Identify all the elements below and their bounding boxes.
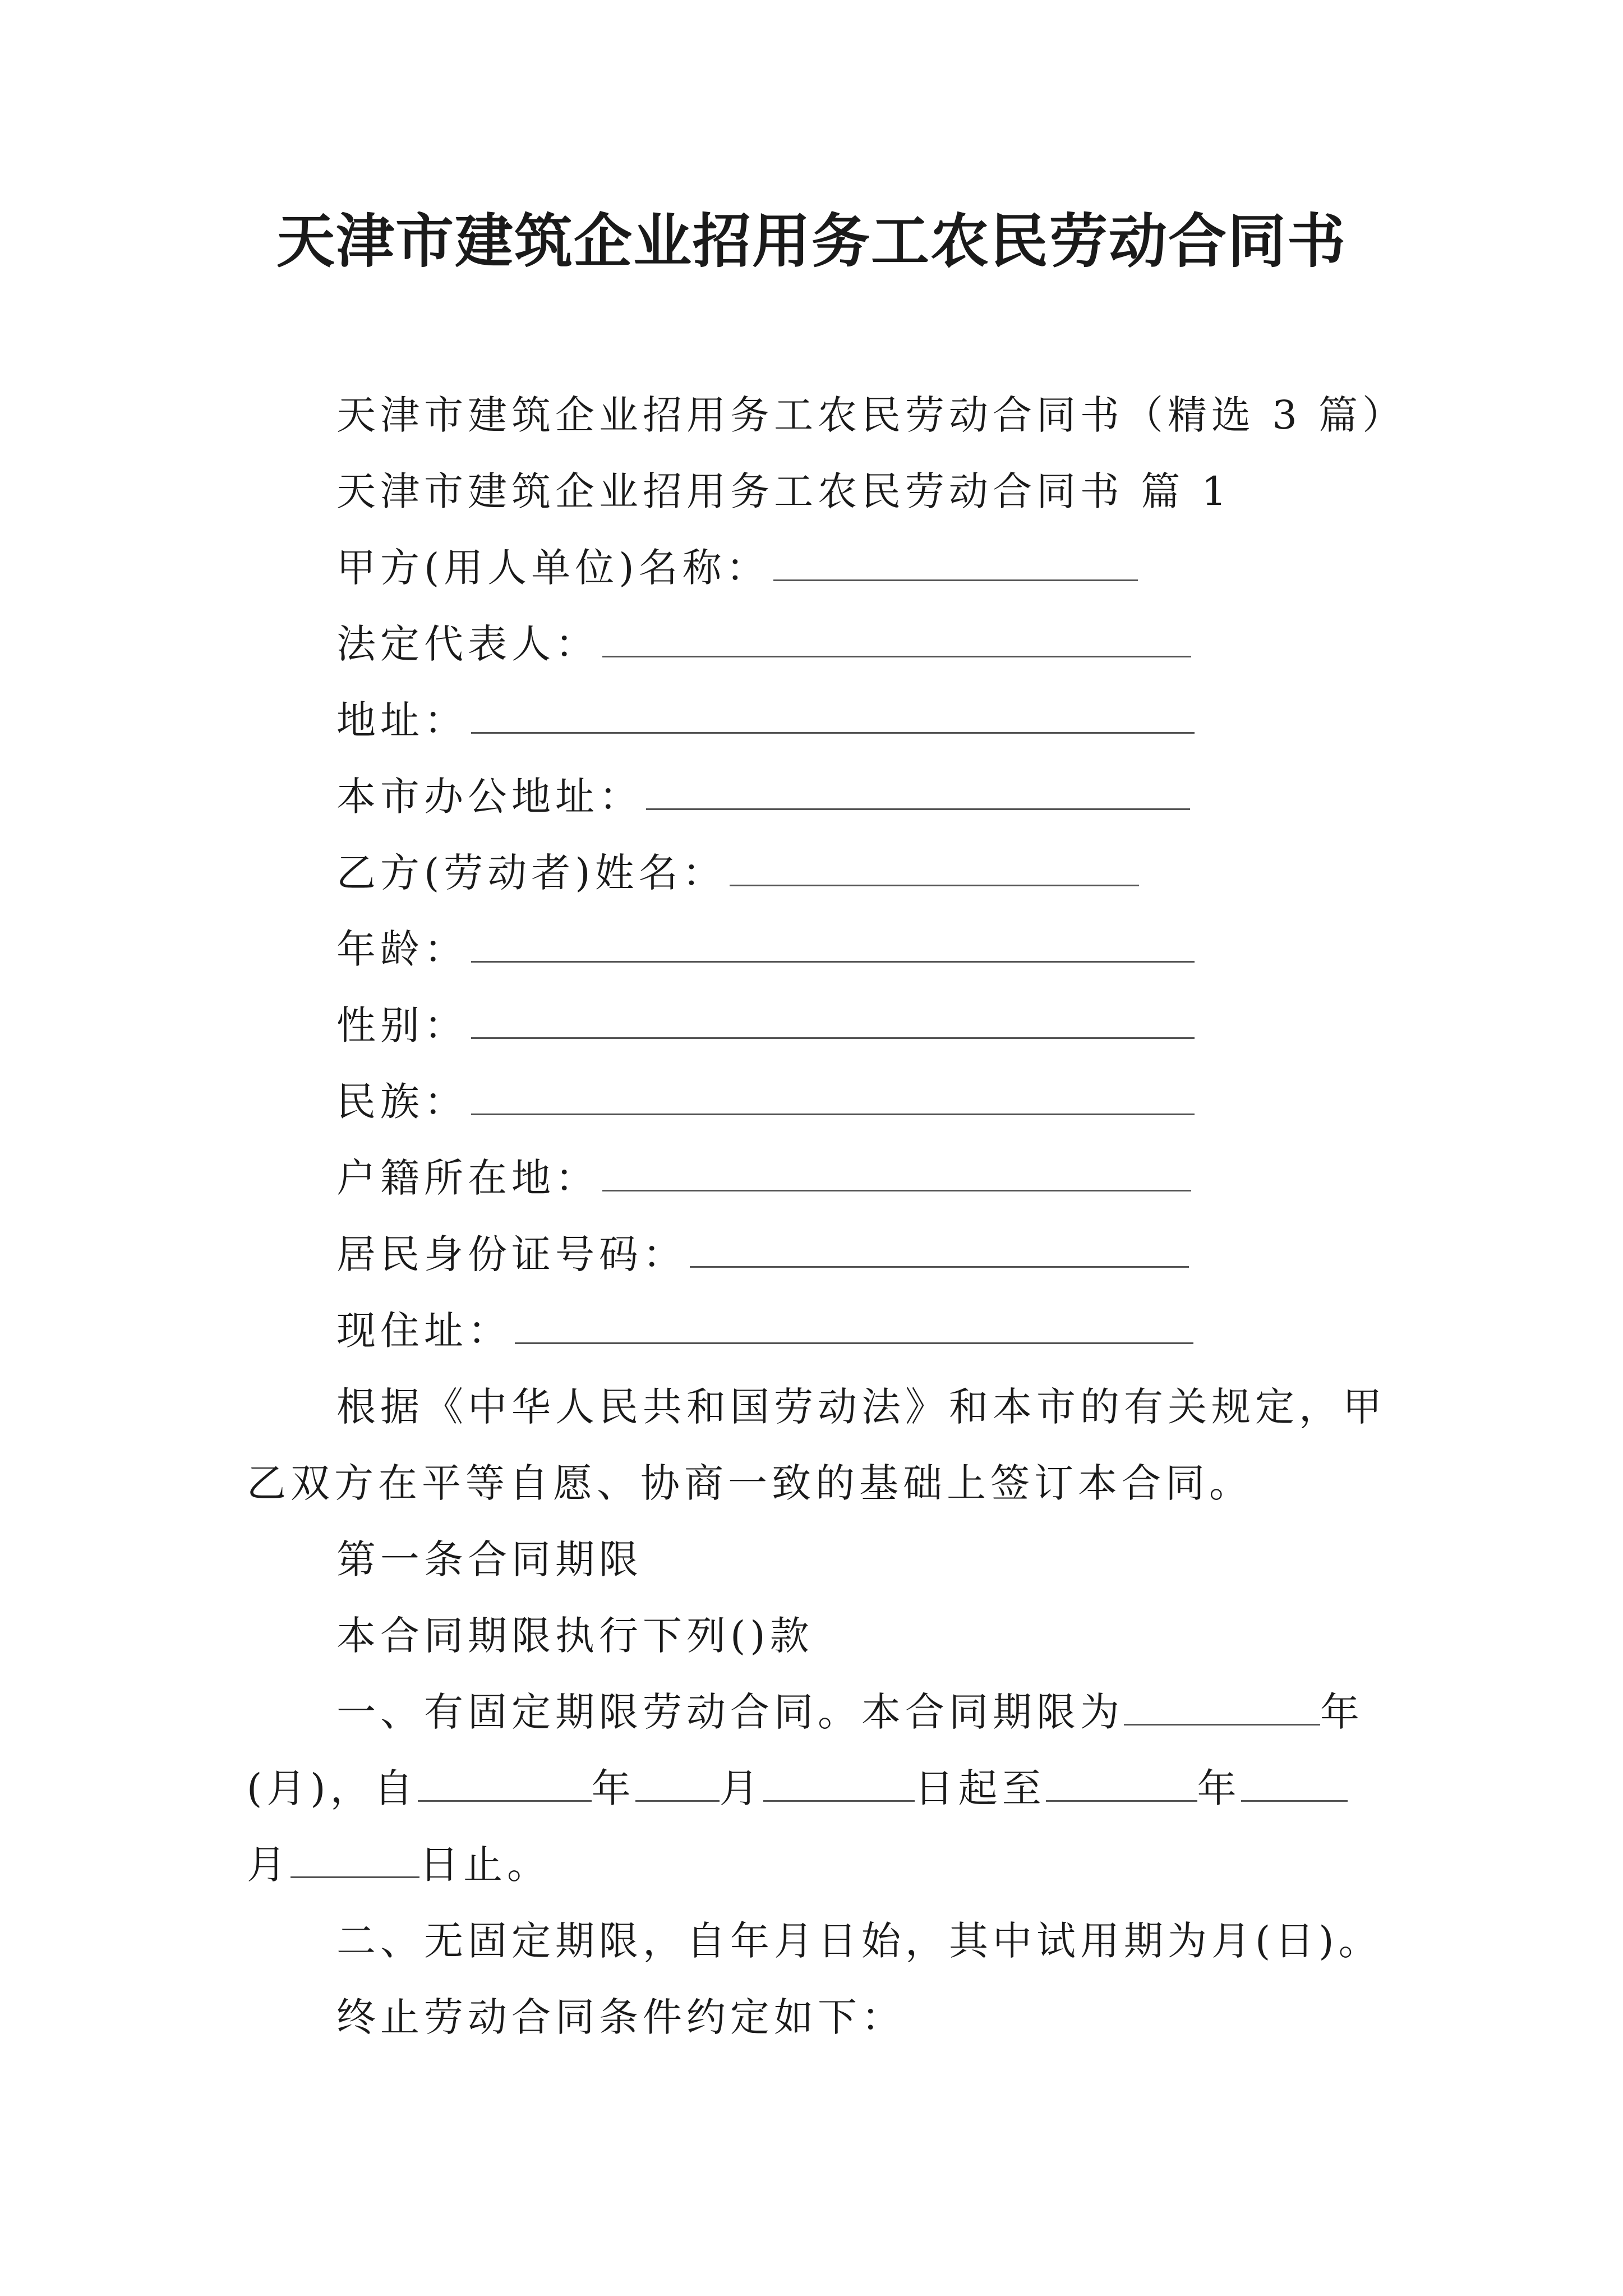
field-label: 居民身份证号码：	[336, 1231, 686, 1277]
intro-paragraph-line1: 根据《中华人民共和国劳动法》和本市的有关规定，甲	[336, 1384, 1386, 1430]
blank-line	[602, 1155, 1191, 1191]
clause-text: 月	[719, 1765, 763, 1811]
blank-line	[690, 1231, 1189, 1268]
blank-line	[418, 1765, 592, 1802]
section-heading: 天津市建筑企业招用务工农民劳动合同书 篇 1	[336, 468, 1232, 514]
document-title: 天津市建筑企业招用务工农民劳动合同书	[276, 207, 1347, 275]
document-subtitle: 天津市建筑企业招用务工农民劳动合同书（精选 3 篇）	[336, 392, 1407, 438]
field-id-number	[336, 1226, 1189, 1282]
blank-line	[602, 621, 1191, 657]
field-label: 年龄：	[336, 926, 468, 972]
clause1-line3	[247, 1837, 551, 1893]
article1-desc: 本合同期限执行下列()款	[336, 1613, 814, 1659]
clause2-text: 二、无固定期限，自年月日始，其中试用期为月(日)。	[336, 1918, 1382, 1964]
clause1-line1	[336, 1684, 1364, 1740]
field-hukou-location	[336, 1150, 1191, 1206]
blank-line	[730, 850, 1139, 886]
field-label: 民族：	[336, 1079, 468, 1125]
blank-line	[773, 545, 1138, 581]
article1-title: 第一条合同期限	[336, 1536, 643, 1582]
blank-line	[471, 697, 1195, 734]
field-address	[336, 692, 1195, 748]
field-age	[336, 921, 1195, 977]
clause-text: 年	[1197, 1765, 1241, 1811]
termination-text: 终止劳动合同条件约定如下：	[336, 1994, 905, 2040]
blank-line	[515, 1308, 1193, 1344]
blank-line	[1124, 1689, 1320, 1726]
blank-line	[471, 1079, 1195, 1115]
field-label: 本市办公地址：	[336, 774, 643, 820]
clause1-line2	[247, 1760, 1348, 1816]
field-label: 乙方(劳动者)姓名：	[336, 850, 726, 896]
field-label: 地址：	[336, 697, 468, 743]
blank-line	[763, 1765, 915, 1802]
clause-text: 一、有固定期限劳动合同。本合同期限为	[336, 1689, 1124, 1735]
field-label: 性别：	[336, 1002, 468, 1048]
clause-text: 年	[591, 1765, 635, 1811]
field-employer-name	[336, 540, 1138, 596]
field-label: 户籍所在地：	[336, 1155, 599, 1201]
field-ethnicity	[336, 1074, 1195, 1130]
blank-line	[646, 774, 1190, 810]
field-city-office-address	[336, 769, 1190, 825]
intro-paragraph-line2: 乙双方在平等自愿、协商一致的基础上签订本合同。	[247, 1460, 1253, 1506]
field-legal-rep	[336, 616, 1191, 672]
field-label: 法定代表人：	[336, 621, 599, 667]
blank-line	[471, 1002, 1195, 1039]
clause-text: 年	[1320, 1689, 1364, 1735]
blank-line	[1241, 1765, 1348, 1802]
field-gender	[336, 997, 1195, 1053]
blank-line	[635, 1765, 720, 1802]
blank-line	[291, 1842, 419, 1878]
clause-text: 月	[247, 1842, 291, 1888]
blank-line	[1046, 1765, 1197, 1802]
clause-text: 日起至	[914, 1765, 1046, 1811]
field-label: 甲方(用人单位)名称：	[336, 545, 770, 591]
clause-text: 日止。	[419, 1842, 551, 1888]
field-worker-name	[336, 845, 1139, 901]
field-label: 现住址：	[336, 1308, 511, 1354]
clause-text: (月)，自	[247, 1765, 418, 1811]
field-current-address	[336, 1303, 1193, 1359]
blank-line	[471, 926, 1195, 963]
